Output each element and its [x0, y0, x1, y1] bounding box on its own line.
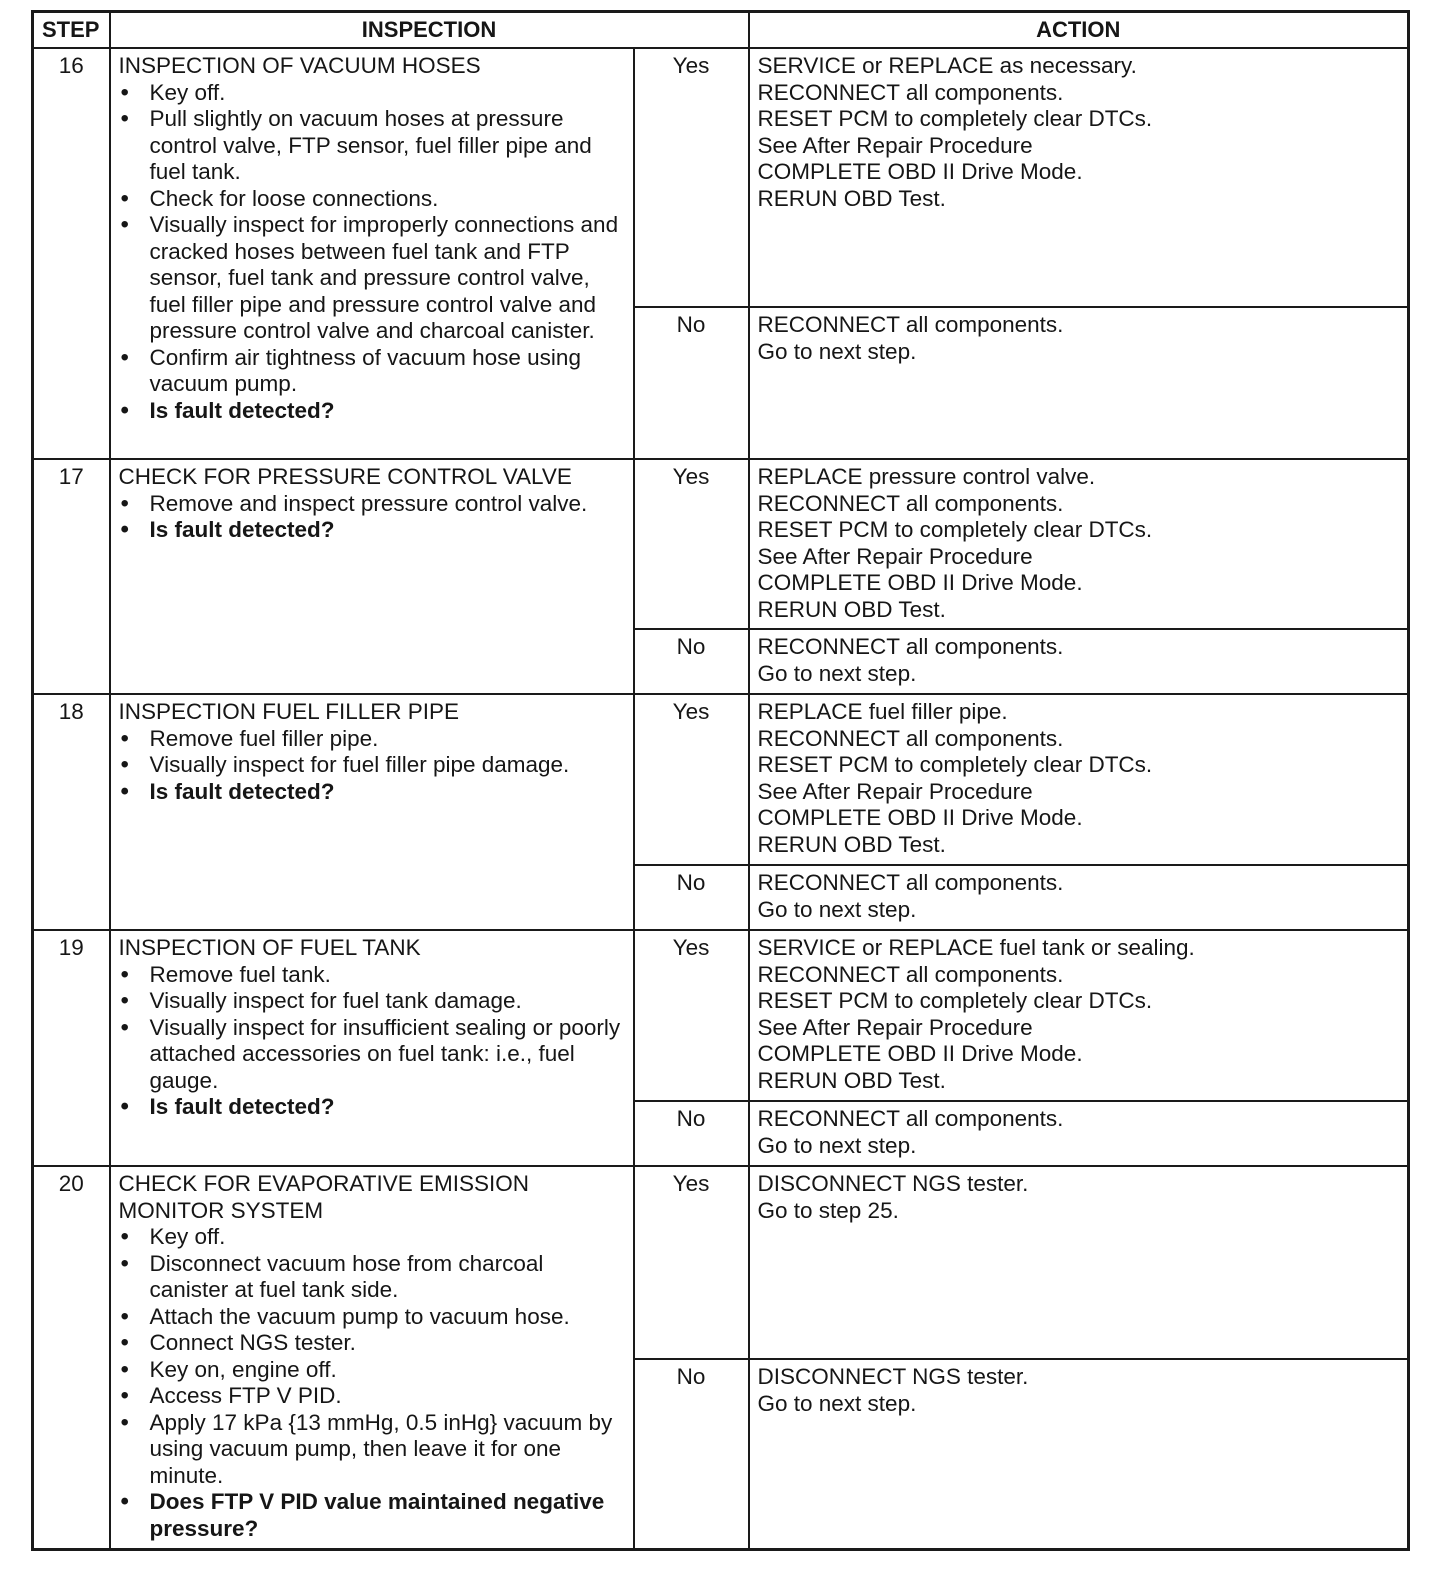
inspection-title: INSPECTION OF VACUUM HOSES	[118, 53, 481, 78]
action-line: RERUN OBD Test.	[757, 596, 946, 622]
inspection-bullet: • Attach the vacuum pump to vacuum hose.	[119, 1304, 625, 1331]
step-column-header: STEP	[33, 12, 110, 49]
inspection-column-header: INSPECTION	[110, 12, 749, 49]
inspection-cell	[110, 694, 634, 930]
step-row-yes	[33, 694, 1409, 865]
inspection-bullet: • Visually inspect for improperly connections and cracked hoses between fuel tank and FTP sensor, fuel tank and pressure control valve, fuel filler pipe and pressure control valve and pressure control valve and charcoal canister.	[119, 212, 625, 345]
step-number: 17	[33, 459, 110, 694]
yes-action-cell	[749, 694, 1409, 865]
inspection-title: CHECK FOR EVAPORATIVE EMISSION MONITOR SYSTEM	[118, 1171, 529, 1223]
action-line: Go to next step.	[757, 660, 917, 686]
yes-label: Yes	[634, 1166, 749, 1359]
action-line: Go to step 25.	[757, 1197, 899, 1223]
inspection-bullet: • Key off.	[119, 1224, 625, 1251]
step-row-yes	[33, 1166, 1409, 1359]
inspection-bullet: • Apply 17 kPa {13 mmHg, 0.5 inHg} vacuum by using vacuum pump, then leave it for one minute.	[119, 1410, 625, 1490]
action-line: See After Repair Procedure	[757, 778, 1033, 804]
action-line: RERUN OBD Test.	[757, 185, 946, 211]
action-line: RECONNECT all components.	[757, 961, 1064, 987]
action-line: RERUN OBD Test.	[757, 1067, 946, 1093]
procedure-body	[33, 48, 1409, 1549]
step-number: 19	[33, 930, 110, 1166]
procedure-table	[31, 10, 1410, 1551]
step-number: 18	[33, 694, 110, 930]
inspection-question: • Is fault detected?	[119, 398, 625, 425]
inspection-question: • Is fault detected?	[119, 517, 625, 544]
step-row-yes	[33, 48, 1409, 307]
step-row-yes	[33, 930, 1409, 1101]
yes-label: Yes	[634, 48, 749, 307]
no-action-cell	[749, 307, 1409, 459]
inspection-bullet: • Visually inspect for insufficient sealing or poorly attached accessories on fuel tank: i.e., fuel gauge.	[119, 1015, 625, 1095]
step-number: 16	[33, 48, 110, 459]
inspection-question: • Is fault detected?	[119, 779, 625, 806]
inspection-bullet: • Remove fuel tank.	[119, 962, 625, 989]
step-row-yes	[33, 459, 1409, 629]
action-line: COMPLETE OBD II Drive Mode.	[757, 159, 1083, 184]
action-line: COMPLETE OBD II Drive Mode.	[757, 1041, 1083, 1066]
yes-label: Yes	[634, 459, 749, 629]
no-action-cell	[749, 865, 1409, 930]
action-line: RESET PCM to completely clear DTCs.	[757, 988, 1153, 1013]
action-line: RESET PCM to completely clear DTCs.	[757, 752, 1153, 777]
action-line: SERVICE or REPLACE as necessary.	[757, 53, 1137, 78]
yes-action-cell	[749, 1166, 1409, 1359]
action-line: RECONNECT all components.	[757, 634, 1064, 659]
action-line: See After Repair Procedure	[757, 1014, 1033, 1040]
header-row	[33, 12, 1409, 49]
yes-label: Yes	[634, 694, 749, 865]
inspection-bullet: • Connect NGS tester.	[119, 1330, 625, 1357]
inspection-bullet: • Key on, engine off.	[119, 1357, 625, 1384]
inspection-title: INSPECTION FUEL FILLER PIPE	[118, 699, 459, 724]
action-line: RECONNECT all components.	[757, 79, 1064, 105]
action-line: See After Repair Procedure	[757, 543, 1033, 569]
no-action-cell	[749, 1101, 1409, 1166]
action-line: See After Repair Procedure	[757, 132, 1033, 158]
action-line: Go to next step.	[757, 1390, 917, 1416]
yes-action-cell	[749, 930, 1409, 1101]
no-label: No	[634, 629, 749, 694]
inspection-cell	[110, 48, 634, 459]
inspection-title: INSPECTION OF FUEL TANK	[118, 935, 421, 960]
yes-action-cell	[749, 48, 1409, 307]
inspection-cell	[110, 930, 634, 1166]
action-line: RECONNECT all components.	[757, 490, 1064, 516]
inspection-question: • Is fault detected?	[119, 1094, 625, 1121]
inspection-bullets	[119, 962, 625, 1121]
action-line: REPLACE pressure control valve.	[757, 464, 1096, 489]
inspection-bullet: • Remove fuel filler pipe.	[119, 726, 625, 753]
no-label: No	[634, 1101, 749, 1166]
inspection-cell	[110, 1166, 634, 1549]
inspection-bullet: • Disconnect vacuum hose from charcoal canister at fuel tank side.	[119, 1251, 625, 1304]
yes-action-cell	[749, 459, 1409, 629]
inspection-title: CHECK FOR PRESSURE CONTROL VALVE	[118, 464, 572, 489]
no-label: No	[634, 307, 749, 459]
inspection-bullet: • Access FTP V PID.	[119, 1383, 625, 1410]
inspection-bullet: • Pull slightly on vacuum hoses at pressure control valve, FTP sensor, fuel filler pipe and fuel tank.	[119, 106, 625, 186]
inspection-bullet: • Visually inspect for fuel tank damage.	[119, 988, 625, 1015]
no-action-cell	[749, 1359, 1409, 1549]
action-column-header: ACTION	[749, 12, 1409, 49]
inspection-bullets	[119, 726, 625, 806]
action-line: RERUN OBD Test.	[757, 831, 946, 857]
inspection-bullet: • Remove and inspect pressure control valve.	[119, 491, 625, 518]
inspection-bullet: • Key off.	[119, 80, 625, 107]
action-line: DISCONNECT NGS tester.	[757, 1364, 1029, 1389]
inspection-bullets	[119, 1224, 625, 1542]
action-line: RESET PCM to completely clear DTCs.	[757, 106, 1153, 131]
inspection-cell	[110, 459, 634, 694]
step-number: 20	[33, 1166, 110, 1549]
action-line: Go to next step.	[757, 896, 917, 922]
yes-label: Yes	[634, 930, 749, 1101]
action-line: DISCONNECT NGS tester.	[757, 1171, 1029, 1196]
action-line: COMPLETE OBD II Drive Mode.	[757, 805, 1083, 830]
inspection-bullet: • Confirm air tightness of vacuum hose using vacuum pump.	[119, 345, 625, 398]
action-line: Go to next step.	[757, 1132, 917, 1158]
action-line: REPLACE fuel filler pipe.	[757, 699, 1008, 724]
action-line: Go to next step.	[757, 338, 917, 364]
action-line: SERVICE or REPLACE fuel tank or sealing.	[757, 935, 1195, 960]
inspection-bullets	[119, 80, 625, 425]
no-label: No	[634, 1359, 749, 1549]
inspection-bullet: • Visually inspect for fuel filler pipe damage.	[119, 752, 625, 779]
action-line: RECONNECT all components.	[757, 870, 1064, 895]
action-line: RECONNECT all components.	[757, 725, 1064, 751]
action-line: RECONNECT all components.	[757, 312, 1064, 337]
no-label: No	[634, 865, 749, 930]
inspection-bullet: • Check for loose connections.	[119, 186, 625, 213]
action-line: RECONNECT all components.	[757, 1106, 1064, 1131]
action-line: COMPLETE OBD II Drive Mode.	[757, 570, 1083, 595]
inspection-question: • Does FTP V PID value maintained negative pressure?	[119, 1489, 625, 1542]
no-action-cell	[749, 629, 1409, 694]
action-line: RESET PCM to completely clear DTCs.	[757, 517, 1153, 542]
inspection-bullets	[119, 491, 625, 544]
